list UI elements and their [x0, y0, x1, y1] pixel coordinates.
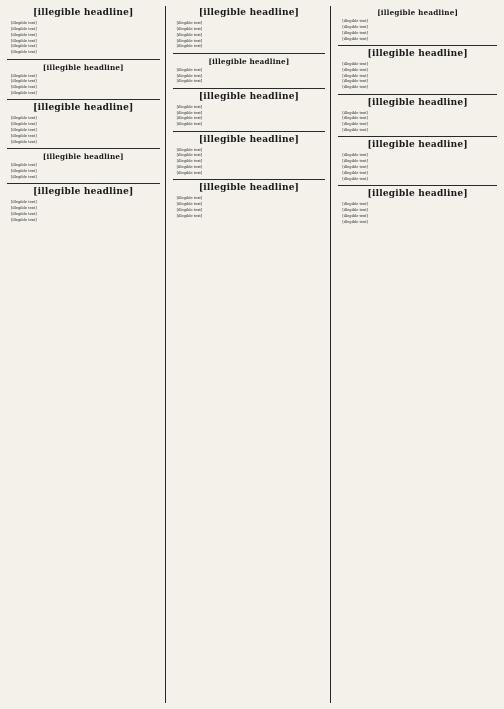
article-paragraph: [illegible text] [342, 176, 368, 181]
article-divider [173, 131, 326, 132]
article-paragraph: [illegible text] [11, 139, 37, 144]
article-paragraph: [illegible text] [342, 19, 368, 23]
article-paragraph: [illegible text] [176, 104, 203, 109]
news-article [338, 8, 497, 41]
article-paragraph: [illegible text] [176, 196, 203, 201]
news-article [173, 88, 326, 127]
article-paragraph: [illegible text] [176, 116, 203, 121]
article-paragraph: [illegible text] [11, 206, 37, 211]
article-headline: [illegible headline] [208, 56, 290, 66]
article-paragraph: [illegible text] [342, 116, 368, 121]
article-paragraph: [illegible text] [11, 128, 37, 133]
news-article [173, 53, 326, 84]
article-paragraph: [illegible text] [342, 122, 368, 127]
article-paragraph: [illegible text] [342, 61, 368, 66]
news-column [338, 6, 497, 703]
article-paragraph: [illegible text] [11, 32, 37, 37]
article-paragraph: [illegible text] [11, 133, 37, 138]
article-headline: [illegible headline] [42, 62, 124, 72]
article-paragraph: [illegible text] [342, 110, 368, 115]
news-article [173, 131, 326, 176]
article-paragraph: [illegible text] [11, 26, 37, 31]
article-paragraph: [illegible text] [11, 44, 37, 49]
article-paragraph: [illegible text] [11, 38, 37, 43]
article-headline: [illegible headline] [367, 140, 468, 151]
article-paragraph: [illegible text] [176, 38, 203, 43]
article-paragraph: [illegible text] [342, 30, 368, 35]
article-paragraph: [illegible text] [176, 122, 203, 127]
article-paragraph: [illegible text] [176, 171, 203, 175]
news-article [173, 8, 326, 49]
article-paragraph: [illegible text] [342, 213, 368, 218]
article-divider [7, 148, 160, 149]
article-paragraph: [illegible text] [342, 165, 368, 170]
article-paragraph: [illegible text] [176, 44, 203, 49]
article-paragraph: [illegible text] [176, 32, 203, 37]
article-divider [7, 183, 160, 184]
article-paragraph: [illegible text] [11, 116, 37, 121]
news-article [338, 94, 497, 133]
news-article [7, 99, 160, 144]
article-paragraph: [illegible text] [176, 21, 203, 25]
article-paragraph: [illegible text] [342, 85, 368, 90]
article-headline: [illegible headline] [367, 48, 468, 59]
article-paragraph: [illegible text] [176, 26, 203, 31]
article-paragraph: [illegible text] [342, 24, 368, 29]
article-headline: [illegible headline] [198, 8, 300, 18]
article-headline: [illegible headline] [367, 97, 468, 108]
article-headline: [illegible headline] [42, 152, 124, 162]
article-paragraph: [illegible text] [342, 73, 368, 78]
article-headline: [illegible headline] [33, 8, 134, 18]
article-headline: [illegible headline] [377, 8, 459, 17]
article-paragraph: [illegible text] [176, 213, 203, 218]
article-paragraph: [illegible text] [11, 50, 37, 55]
article-headline: [illegible headline] [198, 134, 300, 145]
article-paragraph: [illegible text] [11, 163, 37, 168]
article-headline: [illegible headline] [198, 91, 300, 102]
article-paragraph: [illegible text] [11, 21, 37, 25]
news-article [7, 183, 160, 222]
article-divider [7, 59, 160, 60]
news-article [338, 185, 497, 224]
article-paragraph: [illegible text] [342, 79, 368, 84]
article-divider [338, 136, 497, 137]
article-divider [173, 88, 326, 89]
article-paragraph: [illegible text] [11, 91, 37, 96]
article-paragraph: [illegible text] [176, 79, 203, 84]
article-divider [338, 185, 497, 186]
article-paragraph: [illegible text] [11, 79, 37, 84]
article-paragraph: [illegible text] [11, 200, 37, 205]
article-paragraph: [illegible text] [176, 110, 203, 115]
news-article [7, 8, 160, 55]
news-article [7, 148, 160, 179]
news-article [338, 136, 497, 181]
article-paragraph: [illegible text] [342, 171, 368, 175]
article-paragraph: [illegible text] [342, 202, 368, 207]
article-paragraph: [illegible text] [176, 208, 203, 213]
article-paragraph: [illegible text] [11, 174, 37, 179]
news-article [338, 45, 497, 90]
article-divider [338, 94, 497, 95]
article-paragraph: [illegible text] [342, 67, 368, 72]
article-divider [173, 179, 326, 180]
article-paragraph: [illegible text] [11, 211, 37, 216]
news-article [173, 179, 326, 218]
article-paragraph: [illegible text] [342, 36, 368, 41]
article-paragraph: [illegible text] [11, 85, 37, 90]
article-paragraph: [illegible text] [176, 159, 203, 164]
news-article [7, 59, 160, 96]
article-paragraph: [illegible text] [342, 219, 368, 224]
article-headline: [illegible headline] [198, 183, 300, 194]
article-paragraph: [illegible text] [11, 73, 37, 78]
article-headline: [illegible headline] [33, 103, 134, 114]
article-paragraph: [illegible text] [176, 147, 203, 152]
article-paragraph: [illegible text] [11, 217, 37, 222]
article-paragraph: [illegible text] [11, 169, 37, 173]
article-divider [173, 53, 326, 54]
article-paragraph: [illegible text] [11, 122, 37, 127]
news-column [173, 6, 332, 703]
article-paragraph: [illegible text] [176, 73, 203, 78]
article-paragraph: [illegible text] [342, 208, 368, 213]
article-paragraph: [illegible text] [176, 202, 203, 207]
article-divider [338, 45, 497, 46]
article-headline: [illegible headline] [33, 187, 134, 198]
article-headline: [illegible headline] [367, 189, 468, 200]
article-paragraph: [illegible text] [176, 67, 203, 72]
column-grid [7, 6, 497, 703]
news-column [7, 6, 166, 703]
article-paragraph: [illegible text] [176, 153, 203, 158]
article-paragraph: [illegible text] [342, 153, 368, 158]
article-paragraph: [illegible text] [342, 159, 368, 164]
article-divider [7, 99, 160, 100]
article-paragraph: [illegible text] [176, 165, 203, 170]
article-paragraph: [illegible text] [342, 128, 368, 133]
